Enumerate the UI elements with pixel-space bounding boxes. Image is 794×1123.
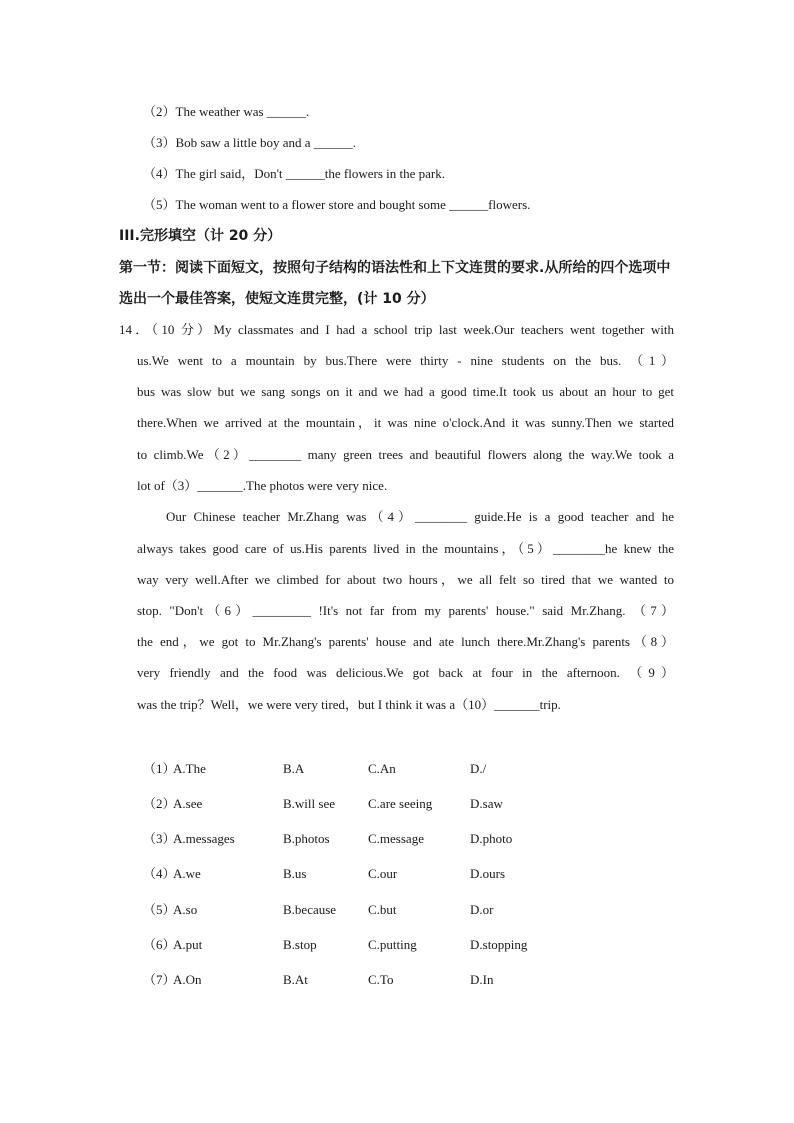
passage-line: stop. "Don't（6）_________ !It's not far from my parents' house." said Mr.Zhang. （7） [137, 603, 674, 618]
passage-line: to climb.We（2）________ many green trees and beautiful flowers along the way.We took a [137, 447, 674, 462]
option-d: D./ [470, 761, 487, 776]
option-d: D.In [470, 972, 494, 987]
passage-line: lot of（3）_______.The photos were very nice. [137, 478, 388, 493]
option-d: D.photo [470, 831, 513, 846]
option-b: B.stop [283, 937, 317, 952]
option-b: B.A [283, 761, 305, 776]
passage-line: the end，we got to Mr.Zhang's parents' house and ate lunch there.Mr.Zhang's parents（8） [137, 634, 674, 649]
option-b: B.us [283, 866, 307, 881]
option-a: A.so [173, 902, 198, 917]
passage-line: 14．（10 分）My classmates and I had a school trip last week.Our teachers went together with [119, 322, 674, 337]
passage-line: there.When we arrived at the mountain，it was nine o'clock.And it was sunny.Then we started [137, 415, 674, 430]
option-a: A.messages [173, 831, 235, 846]
option-d: D.stopping [470, 937, 528, 952]
option-a: A.put [173, 937, 203, 952]
passage-line: us.We went to a mountain by bus.There were thirty - nine students on the bus. （1） [137, 353, 674, 368]
option-c: C.putting [368, 937, 417, 952]
section-instruction-line2: 选出一个最佳答案，使短文连贯完整，(计 10 分） [119, 291, 435, 307]
passage-line: Our Chinese teacher Mr.Zhang was（4）________ guide.He is a good teacher and he [166, 509, 674, 524]
option-c: C.but [368, 902, 397, 917]
passage-line: very friendly and the food was delicious.We got back at four in the afternoon. （9） [137, 665, 674, 680]
option-c: C.To [368, 972, 394, 987]
option-number: （4） [143, 866, 176, 881]
option-d: D.saw [470, 796, 503, 811]
section-instruction-line1: 第一节：阅读下面短文，按照句子结构的语法性和上下文连贯的要求.从所给的四个选项中 [119, 260, 671, 276]
passage-line: way very well.After we climbed for about two hours，we all felt so tired that we wanted to [137, 572, 674, 587]
option-c: C.An [368, 761, 396, 776]
section-heading: III.完形填空（计 20 分） [119, 228, 282, 244]
option-b: B.photos [283, 831, 330, 846]
option-b: B.will see [283, 796, 335, 811]
option-a: A.On [173, 972, 202, 987]
option-number: （2） [143, 796, 176, 811]
option-d: D.ours [470, 866, 506, 881]
option-b: B.because [283, 902, 337, 917]
option-number: （7） [143, 972, 176, 987]
option-a: A.The [173, 761, 206, 776]
option-number: （6） [143, 937, 176, 952]
option-number: （5） [143, 902, 176, 917]
option-b: B.At [283, 972, 308, 987]
passage-line: bus was slow but we sang songs on it and we had a good time.It took us about an hour to get [137, 384, 674, 399]
option-d: D.or [470, 902, 494, 917]
prev-item-4: （4）The girl said，Don't ______the flowers in the park. [143, 166, 446, 181]
option-c: C.are seeing [368, 796, 433, 811]
option-c: C.message [368, 831, 424, 846]
prev-item-2: （2）The weather was ______. [143, 104, 310, 119]
option-a: A.we [173, 866, 201, 881]
prev-item-3: （3）Bob saw a little boy and a ______. [143, 135, 357, 150]
prev-item-5: （5）The woman went to a flower store and bought some ______flowers. [143, 197, 531, 212]
option-c: C.our [368, 866, 398, 881]
passage-line: always takes good care of us.His parents lived in the mountains，（5）________he knew the [137, 541, 674, 556]
option-number: （1） [143, 761, 176, 776]
option-number: （3） [143, 831, 176, 846]
option-a: A.see [173, 796, 203, 811]
passage-line: was the trip？Well，we were very tired，but I think it was a（10）_______trip. [137, 697, 561, 712]
